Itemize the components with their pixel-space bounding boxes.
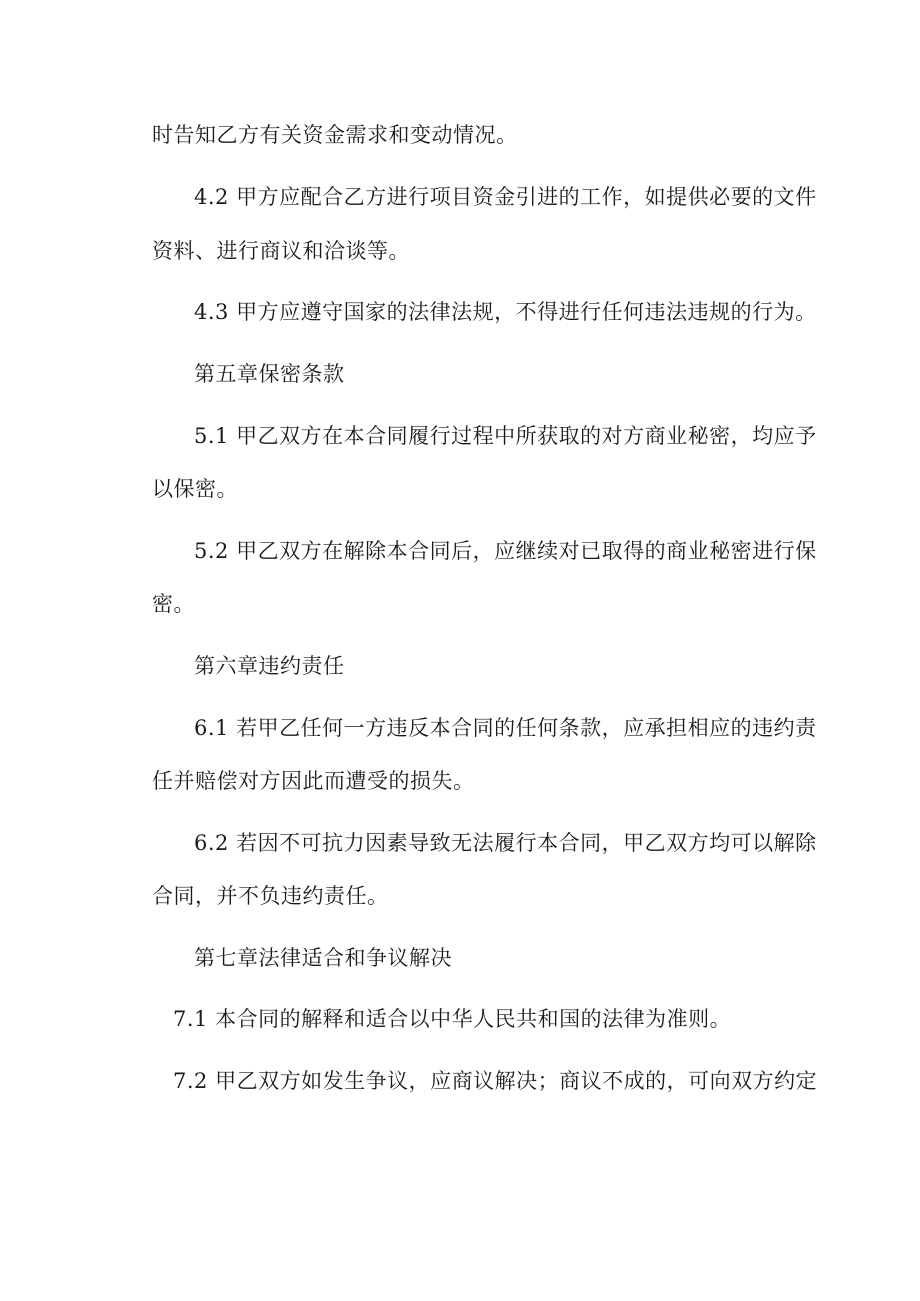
clause-6-2-line-1: 6.2 若因不可抗力因素导致无法履行本合同，甲乙双方均可以解除	[194, 831, 817, 855]
chapter-6-heading: 第六章违约责任	[194, 654, 345, 678]
clause-5-1-line-1: 5.1 甲乙双方在本合同履行过程中所获取的对方商业秘密，均应予	[194, 424, 817, 448]
clause-6-1-line-1: 6.1 若甲乙任何一方违反本合同的任何条款，应承担相应的违约责	[194, 716, 817, 740]
clause-6-1-line-2: 任并赔偿对方因此而遭受的损失。	[152, 769, 475, 793]
clause-6-2-line-2: 合同，并不负违约责任。	[152, 884, 389, 908]
clause-5-2-line-1: 5.2 甲乙双方在解除本合同后，应继续对已取得的商业秘密进行保	[194, 539, 817, 563]
chapter-5-heading: 第五章保密条款	[194, 362, 345, 386]
chapter-7-heading: 第七章法律适合和争议解决	[194, 946, 452, 970]
clause-5-2-line-2: 密。	[152, 592, 195, 616]
paragraph-line: 时告知乙方有关资金需求和变动情况。	[152, 123, 518, 147]
clause-4-2-line-1: 4.2 甲方应配合乙方进行项目资金引进的工作，如提供必要的文件	[194, 185, 817, 209]
clause-4-2-line-2: 资料、进行商议和洽谈等。	[152, 239, 410, 263]
clause-5-1-line-2: 以保密。	[152, 477, 238, 501]
clause-4-3-line-1: 4.3 甲方应遵守国家的法律法规，不得进行任何违法违规的行为。	[194, 300, 817, 324]
clause-7-1-line-1: 7.1 本合同的解释和适合以中华人民共和国的法律为准则。	[173, 1007, 732, 1031]
clause-7-2-line-1: 7.2 甲乙双方如发生争议，应商议解决；商议不成的，可向双方约定	[173, 1069, 818, 1093]
